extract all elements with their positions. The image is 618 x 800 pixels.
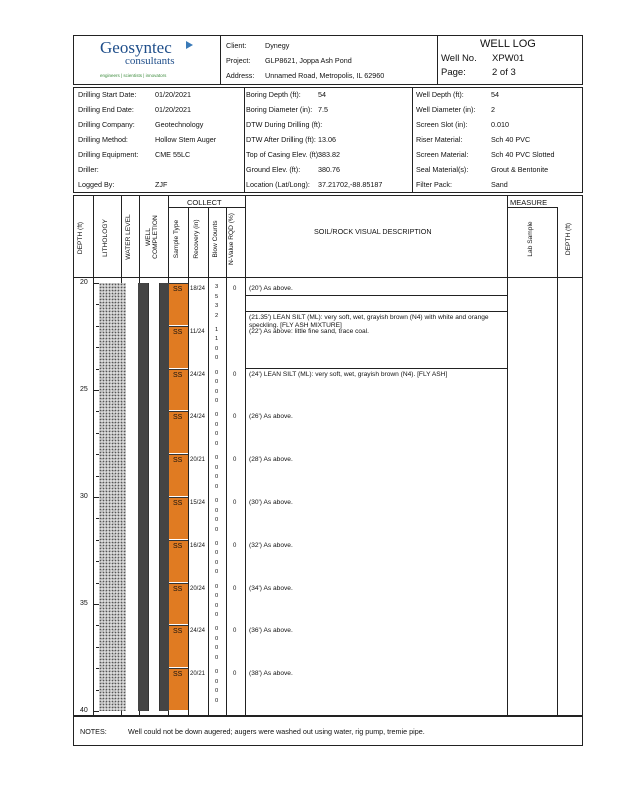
col-sep [188, 207, 189, 716]
info-value: 54 [318, 90, 326, 99]
address-label: Address: [226, 71, 255, 80]
info-label: Logged By: [78, 180, 115, 189]
info-label: Ground Elev. (ft): [246, 165, 301, 174]
blow-count: 0 [215, 398, 219, 405]
stratum-boundary [245, 311, 507, 312]
info-value: 383.82 [318, 150, 340, 159]
n-value: 0 [233, 414, 237, 421]
sample-type: SS [173, 371, 183, 379]
blow-count: 0 [215, 697, 219, 704]
blow-count: 0 [215, 517, 219, 523]
col-sep [208, 207, 209, 716]
depth-label: 25 [80, 386, 88, 393]
well-annulus-left [138, 283, 148, 711]
blow-count: 0 [215, 540, 219, 547]
stratum-boundary [245, 368, 507, 369]
blow-count: 0 [215, 464, 219, 471]
depth-tick [96, 454, 99, 455]
info-label: Screen Material: [416, 150, 469, 159]
logo-triangle-icon [186, 41, 193, 49]
blow-count: 0 [215, 678, 219, 685]
sample-recovery: 20/21 [190, 457, 206, 464]
depth-tick [93, 390, 99, 391]
depth-label: 35 [80, 600, 88, 607]
info-value: 01/20/2021 [155, 105, 191, 114]
depth-tick [96, 304, 99, 305]
info-value: 37.21702,-88.85187 [318, 180, 383, 189]
blow-count: 0 [215, 483, 219, 490]
sample-recovery: 18/24 [190, 286, 206, 292]
client-value: Dynegy [265, 41, 290, 50]
soil-description: (21.35') LEAN SILT (ML): very soft, wet, grayish brown (N4) with white and orange speckling. [FLY ASH MIXTURE] [249, 313, 489, 329]
col-sep [226, 207, 227, 716]
project-label: Project: [226, 56, 251, 65]
col-lab-sample-heading: Lab Sample [527, 221, 534, 257]
soil-description: (20') As above. [249, 285, 293, 292]
info-label: Top of Casing Elev. (ft): [246, 150, 321, 159]
info-value: Hollow Stem Auger [155, 135, 217, 144]
col-sep [93, 195, 94, 716]
header-divider [220, 35, 221, 85]
depth-tick [93, 604, 99, 605]
info-value: 7.5 [318, 105, 328, 114]
blow-count: 0 [215, 379, 219, 386]
info-value: 54 [491, 90, 499, 99]
info-label: Seal Material(s): [416, 165, 469, 174]
col-recovery-heading: Recovery (in) [193, 219, 200, 259]
logo-name: Geosyntec [100, 38, 172, 57]
sample-type: SS [173, 500, 183, 507]
blow-count: 0 [215, 355, 219, 362]
page-value: 2 of 3 [492, 67, 516, 78]
well-no-label: Well No. [441, 53, 477, 64]
blow-count: 2 [215, 312, 219, 319]
company-logo [78, 38, 218, 82]
n-value: 0 [233, 542, 237, 549]
depth-label: 40 [80, 707, 88, 714]
info-label: Drilling Method: [78, 135, 128, 144]
soil-description: (30') As above. [249, 499, 293, 506]
client-label: Client: [226, 41, 247, 50]
depth-tick [96, 411, 99, 412]
address-value: Unnamed Road, Metropolis, IL 62960 [265, 71, 385, 80]
col-measure-heading: MEASURE [510, 198, 548, 207]
n-value: 0 [233, 500, 237, 506]
n-value: 0 [233, 286, 237, 292]
depth-tick [96, 518, 99, 519]
col-depth-heading: DEPTH (ft) [77, 221, 84, 255]
info-label: DTW After Drilling (ft): [246, 135, 316, 144]
blow-count: 0 [215, 645, 219, 652]
sample-type: SS [173, 671, 183, 679]
depth-tick [93, 283, 99, 284]
blow-count: 0 [215, 440, 219, 447]
info-value: Grout & Bentonite [491, 165, 549, 174]
info-divider [244, 87, 245, 193]
info-value: 0.010 [491, 120, 509, 129]
blow-count: 0 [215, 431, 219, 438]
soil-description: (34') As above. [249, 584, 293, 592]
info-value: 01/20/2021 [155, 90, 191, 99]
info-label: DTW During Drilling (ft): [246, 120, 323, 129]
info-value: 380.76 [318, 165, 340, 174]
blow-count: 0 [215, 345, 219, 352]
depth-tick [96, 540, 99, 541]
n-value: 0 [233, 628, 237, 635]
blow-count: 0 [215, 593, 219, 600]
col-description-heading: SOIL/ROCK VISUAL DESCRIPTION [314, 227, 432, 236]
n-value: 0 [233, 371, 237, 378]
blow-count: 1 [215, 326, 219, 333]
col-sep [507, 195, 508, 716]
log-title: WELL LOG [480, 38, 536, 50]
depth-tick [93, 497, 99, 498]
col-sample-type-heading: Sample Type [173, 219, 180, 259]
sample-type: SS [173, 328, 183, 336]
blow-count: 1 [215, 336, 219, 343]
blow-count: 0 [215, 498, 219, 504]
info-value: Geotechnology [155, 120, 204, 129]
depth-tick [93, 711, 99, 712]
depth-label: 20 [80, 279, 88, 286]
notes-text: Well could not be down augered; augers were washed out using water, rig pump, tremie pipe. [128, 727, 425, 736]
n-value: 0 [233, 457, 237, 464]
depth-tick [96, 347, 99, 348]
depth-tick [96, 625, 99, 626]
blow-count: 0 [215, 421, 219, 428]
blow-count: 5 [215, 293, 219, 300]
soil-description: (28') As above. [249, 456, 293, 464]
blow-count: 0 [215, 507, 219, 514]
notes-label: NOTES: [80, 727, 107, 736]
soil-description: (38') As above. [249, 670, 293, 678]
depth-label: 30 [80, 493, 88, 500]
info-value: 2 [491, 105, 495, 114]
n-value: 0 [233, 671, 237, 678]
depth-tick [96, 583, 99, 584]
info-label: Driller: [78, 165, 99, 174]
header-divider [437, 35, 438, 85]
col-collect-heading: COLLECT [187, 198, 222, 207]
info-label: Riser Material: [416, 135, 463, 144]
blow-count: 0 [215, 583, 219, 590]
col-sep [245, 195, 246, 716]
sample-recovery: 15/24 [190, 500, 206, 506]
sample-type: SS [173, 542, 183, 550]
info-divider [412, 87, 413, 193]
soil-description: (32') As above. [249, 541, 293, 549]
well-casing [148, 283, 160, 711]
measure-underline [507, 207, 557, 208]
blow-count: 0 [215, 635, 219, 642]
project-value: GLP8621, Joppa Ash Pond [265, 56, 352, 65]
soil-description: (22') As above: little fine sand, trace coal. [249, 327, 370, 335]
sample-recovery: 20/21 [190, 671, 206, 678]
well-annulus-right [160, 283, 169, 711]
sample-recovery: 24/24 [190, 628, 206, 635]
logo-tagline: engineers | scientists | innovators [100, 73, 167, 78]
blow-count: 0 [215, 602, 219, 609]
logo-sub: consultants [125, 55, 175, 67]
blow-count: 0 [215, 559, 219, 566]
info-label: Location (Lat/Long): [246, 180, 310, 189]
lithology-pattern [99, 283, 126, 711]
soil-description: (24') LEAN SILT (ML): very soft, wet, grayish brown (N4). [FLY ASH] [249, 370, 448, 378]
sample-type: SS [173, 457, 183, 465]
n-value: 0 [233, 585, 237, 592]
col-water-level-heading: WATER LEVEL [125, 214, 132, 260]
depth-tick [96, 369, 99, 370]
sample-type: SS [173, 628, 183, 636]
blow-count: 0 [215, 474, 219, 481]
blow-count: 0 [215, 550, 219, 557]
stratum-boundary [245, 295, 507, 296]
col-depth-right-heading: DEPTH (ft) [565, 222, 572, 256]
info-value: 13.06 [318, 135, 336, 144]
blow-count: 0 [215, 412, 219, 419]
depth-tick [96, 690, 99, 691]
info-value: ZJF [155, 180, 168, 189]
well-no-value: XPW01 [492, 53, 525, 64]
info-value: Sch 40 PVC [491, 135, 531, 144]
sample-type: SS [173, 585, 183, 593]
sample-recovery: 24/24 [190, 371, 206, 378]
col-n-value-heading: N-Value RQD (%) [228, 213, 235, 265]
info-label: Drilling Company: [78, 120, 135, 129]
blow-count: 3 [215, 284, 219, 290]
sample-recovery: 16/24 [190, 542, 206, 549]
info-label: Drilling Equipment: [78, 150, 139, 159]
sample-recovery: 24/24 [190, 414, 206, 421]
info-label: Well Diameter (in): [416, 105, 476, 114]
sample-recovery: 20/24 [190, 585, 206, 592]
info-value: CME 55LC [155, 150, 191, 159]
blow-count: 0 [215, 688, 219, 695]
info-label: Boring Diameter (in): [246, 105, 313, 114]
sample-type: SS [173, 286, 183, 293]
info-label: Filter Pack: [416, 180, 452, 189]
depth-tick [96, 433, 99, 434]
blow-count: 0 [215, 612, 219, 619]
info-value: Sand [491, 180, 508, 189]
page-label: Page: [441, 67, 466, 78]
blow-count: 0 [215, 388, 219, 395]
blow-count: 0 [215, 455, 219, 462]
sample-type: SS [173, 414, 183, 422]
col-sep [557, 207, 558, 716]
soil-description: (36') As above. [249, 627, 293, 635]
blow-count: 0 [215, 526, 219, 533]
depth-tick [96, 476, 99, 477]
collect-underline [168, 207, 245, 208]
info-label: Drilling End Date: [78, 105, 134, 114]
col-lithology-heading: LITHOLOGY [102, 219, 109, 257]
info-value: Sch 40 PVC Slotted [491, 150, 555, 159]
blow-count: 0 [215, 626, 219, 633]
depth-tick [96, 561, 99, 562]
blow-count: 0 [215, 654, 219, 661]
depth-tick [96, 668, 99, 669]
info-label: Screen Slot (in): [416, 120, 468, 129]
info-label: Drilling Start Date: [78, 90, 137, 99]
depth-tick [96, 326, 99, 327]
blow-count: 0 [215, 569, 219, 576]
col-well-completion-heading: WELL COMPLETION [145, 215, 159, 259]
col-blow-counts-heading: Blow Counts [212, 220, 219, 258]
depth-tick [96, 647, 99, 648]
soil-description: (26') As above. [249, 413, 293, 421]
blow-count: 0 [215, 669, 219, 676]
info-label: Well Depth (ft): [416, 90, 464, 99]
blow-count: 0 [215, 369, 219, 376]
sample-recovery: 11/24 [190, 328, 205, 335]
blow-count: 3 [215, 303, 219, 309]
info-label: Boring Depth (ft): [246, 90, 301, 99]
